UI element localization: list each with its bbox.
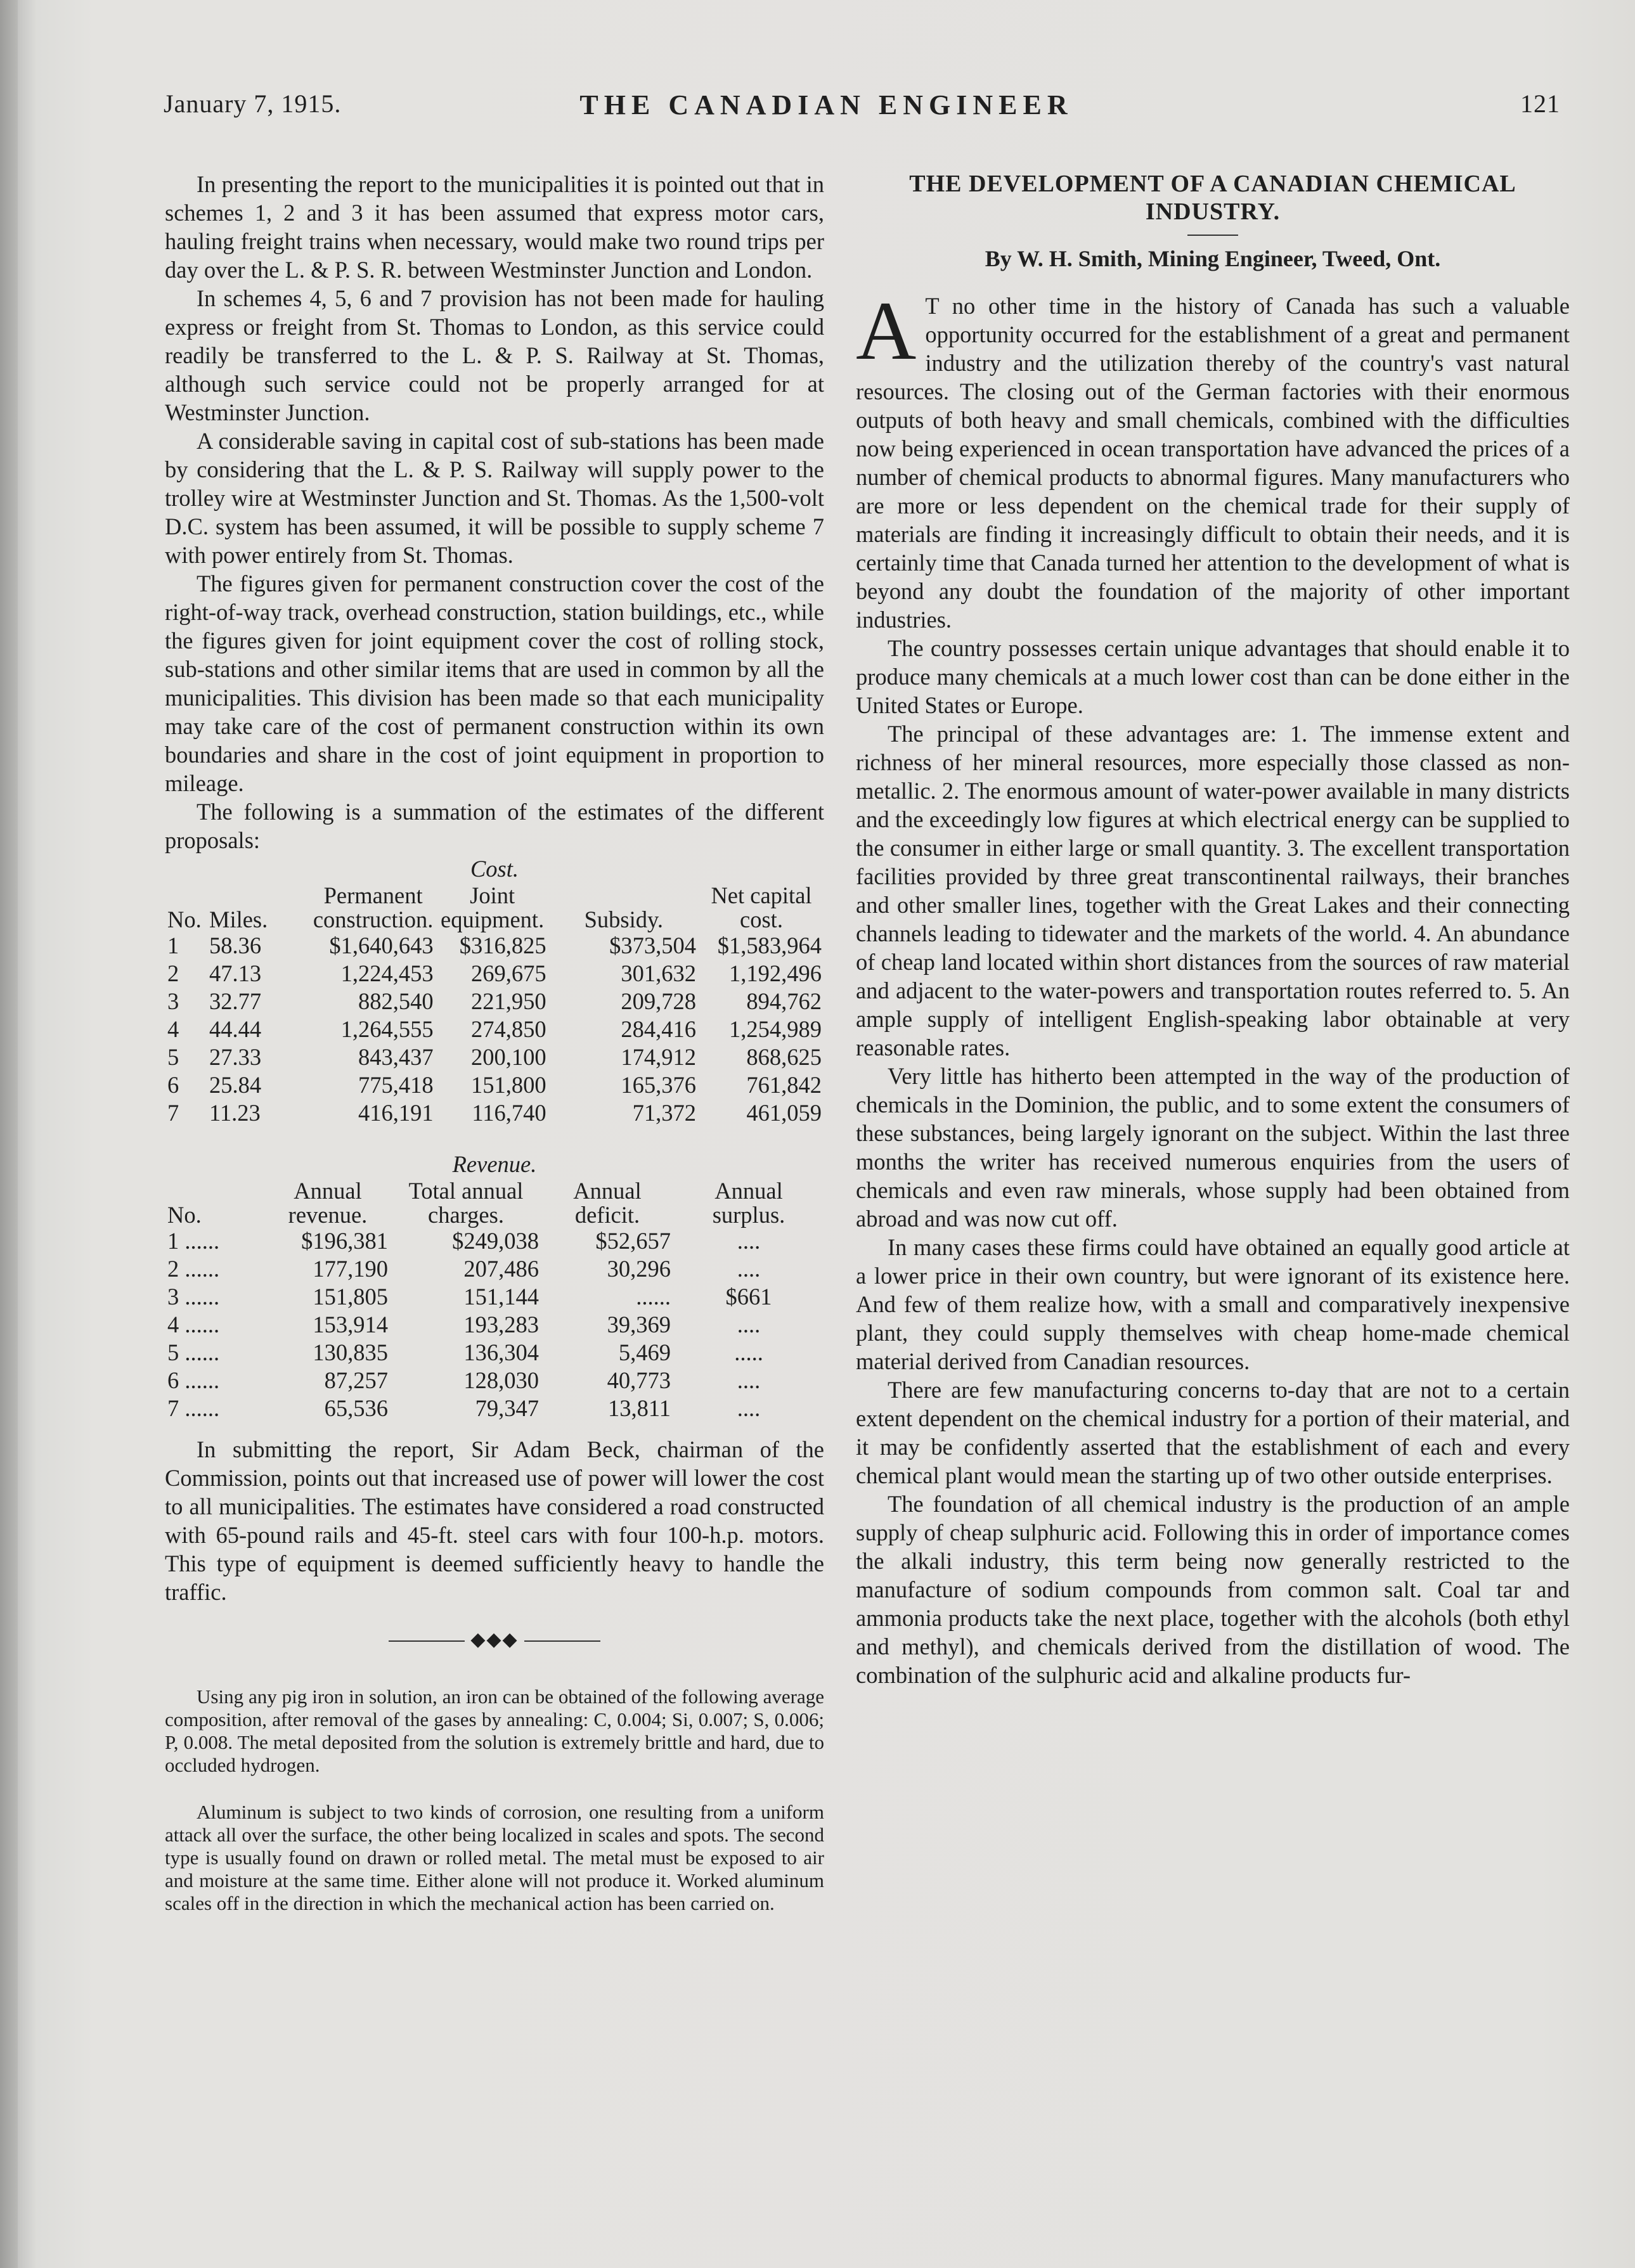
paragraph-text: T no other time in the history of Canada has such a valuable opportunity occurred for the establishment of a great and permanent industry and the utilization thereby of the country's vast natural resources. The closing out of the German factories with their enormous outputs of both heavy and small chemicals, combined with the difficulties now being experienced in ocean transportation have advanced the prices of a number of chemical products to abnormal figures. Many manufacturers who are more or less dependent on the chemical trade for their supply of materials are finding it increasingly difficult to obtain their needs, and it is certainly time that Canada turned her attention to the development of what is beyond any doubt the foundation of the majority of other important industries. (856, 293, 1570, 633)
table-row (165, 1099, 824, 1127)
table-row (165, 932, 824, 960)
table-cell: $1,583,964 (717, 932, 822, 958)
note-paragraph: Using any pig iron in solution, an iron can be obtained of the following average composition, after removal of the gases by annealing: C, 0.004; Si, 0.007; S, 0.006; P, 0.008. The metal deposited from the solution is extremely brittle and hard, due to occluded hydrogen. (165, 1685, 824, 1776)
table-cell: 416,191 (358, 1100, 434, 1126)
table-cell: 136,304 (463, 1339, 539, 1365)
table-cell: ...... (636, 1284, 671, 1310)
table-row (165, 1339, 824, 1367)
table-cell: 882,540 (358, 988, 434, 1014)
cost-table-caption: Cost. (470, 856, 519, 882)
table-cell: 284,416 (621, 1016, 696, 1042)
right-column (856, 170, 1570, 1689)
table-cell: 151,800 (470, 1072, 546, 1098)
table-cell: .... (737, 1228, 761, 1254)
drop-cap: A (856, 284, 917, 377)
table-cell: $1,640,643 (329, 932, 434, 958)
note-paragraph: Aluminum is subject to two kinds of corrosion, one resulting from a uniform attack all over the surface, the other being localized in scales and spots. The second type is usually found on drawn or rolled metal. The metal must be exposed to air and moisture at the same time. Either alone will not produce it. Worked aluminum scales off in the direction in which the mechanical action has been carried on. (165, 1801, 824, 1914)
table-cell: .... (737, 1367, 761, 1393)
column-header: Joint equipment. (441, 882, 545, 932)
paragraph: In many cases these firms could have obtained an equally good article at a lower price in their own country, but were ignorant of its existence here. And few of them realize how, with a small and comparatively inexpensive plant, they could supply themselves with cheap home-made chemical material derived from Canadian resources. (856, 1234, 1570, 1374)
table-row (165, 1311, 824, 1339)
table-cell: 207,486 (463, 1256, 539, 1282)
article-byline: By W. H. Smith, Mining Engineer, Tweed, Ont. (985, 246, 1441, 271)
table-cell: 40,773 (607, 1367, 671, 1393)
title-rule (1187, 235, 1238, 236)
table-header-row (165, 1179, 824, 1227)
column-header: Annual deficit. (573, 1178, 642, 1228)
table-cell: 71,372 (632, 1100, 696, 1126)
table-row (165, 1367, 824, 1395)
journal-page (18, 0, 1635, 2268)
table-cell: 2 (167, 960, 179, 986)
table-cell: 461,059 (746, 1100, 822, 1126)
column-header: Total annual charges. (408, 1178, 524, 1228)
table-row (165, 1395, 824, 1422)
paragraph: In presenting the report to the municipalities it is pointed out that in schemes 1, 2 and 3 it has been assumed that express motor cars, hauling freight trains when necessary, would make two round trips per day over the L. & P. S. R. between Westminster Junction and London. (165, 171, 824, 283)
paragraph: The principal of these advantages are: 1. The immense extent and richness of her mineral resources, more especially those classed as non-metallic. 2. The enormous amount of water-power available in many districts and the exceedingly low figures at which electrical energy can be supplied to the consumer in either large or small quantity. 3. The excellent transportation facilities provided by three great transcontinental railways, their branches and other smaller lines, together with the Great Lakes and their connecting channels leading to tidewater and the markets of the world. 4. An abundance of cheap land located within short distances from the sources of raw material and adjacent to the water-powers and transportation routes referred to. 5. An ample supply of intelligent English-speaking labor obtainable at very reasonable rates. (856, 721, 1570, 1060)
table-cell: 116,740 (472, 1100, 546, 1126)
table-cell: 65,536 (324, 1395, 388, 1421)
table-row (165, 960, 824, 988)
table-cell: 79,347 (475, 1395, 539, 1421)
table-cell: $316,825 (459, 932, 546, 958)
table-cell: $373,504 (609, 932, 696, 958)
table-row (165, 1227, 824, 1255)
table-cell: 269,675 (470, 960, 546, 986)
page-binding-edge (0, 0, 18, 2268)
table-header-row (165, 884, 824, 932)
first-paragraph (856, 284, 1570, 634)
table-cell: 5,469 (618, 1339, 671, 1365)
table-cell: 44.44 (209, 1016, 262, 1042)
table-cell: 1,254,989 (729, 1016, 822, 1042)
table-row (165, 1015, 824, 1043)
table-cell: 177,190 (313, 1256, 388, 1282)
table-row (165, 1255, 824, 1283)
column-header: No. (167, 1202, 202, 1228)
table-cell: 761,842 (746, 1072, 822, 1098)
table-cell: 1,224,453 (340, 960, 434, 986)
paragraph: There are few manufacturing concerns to-day that are not to a certain extent dependent on the chemical industry for a portion of their material, and it may be confidently asserted that the establishment of each and every chemical plant would mean the starting up of two other outside enterprises. (856, 1377, 1570, 1488)
table-cell: 1,192,496 (729, 960, 822, 986)
table-cell: 32.77 (209, 988, 262, 1014)
table-cell: 13,811 (607, 1395, 671, 1421)
paragraph: The following is a summation of the estimates of the different proposals: (165, 799, 824, 853)
table-cell: 894,762 (746, 988, 822, 1014)
table-cell: 6 (167, 1072, 179, 1098)
table-cell: 775,418 (358, 1072, 434, 1098)
table-cell: 1 ...... (167, 1228, 220, 1254)
table-cell: 174,912 (621, 1044, 696, 1070)
column-header: No. (167, 906, 202, 932)
revenue-table-caption: Revenue. (452, 1151, 537, 1177)
table-cell: 11.23 (209, 1100, 261, 1126)
table-cell: 193,283 (463, 1311, 539, 1337)
table-cell: 301,632 (621, 960, 696, 986)
table-cell: 4 (167, 1016, 179, 1042)
table-cell: 2 ...... (167, 1256, 220, 1282)
table-cell: $52,657 (595, 1228, 671, 1254)
table-row (165, 1283, 824, 1311)
header-date: January 7, 1915. (164, 89, 342, 118)
table-cell: .... (737, 1395, 761, 1421)
paragraph: The country possesses certain unique advantages that should enable it to produce many chemicals at a much lower cost than can be done either in the United States or Europe. (856, 635, 1570, 718)
table-cell: 87,257 (324, 1367, 388, 1393)
column-header: Annual revenue. (288, 1178, 368, 1228)
paragraph: A considerable saving in capital cost of sub-stations has been made by considering that the L. & P. S. Railway will supply power to the trolley wire at Westminster Junction and St. Thomas. As the 1,500-volt D.C. system has been assumed, it will be possible to supply scheme 7 with power entirely from St. Thomas. (165, 428, 824, 568)
column-header: Annual surplus. (712, 1178, 785, 1228)
table-row (165, 1071, 824, 1099)
table-cell: 58.36 (209, 932, 262, 958)
table-cell: 5 ...... (167, 1339, 220, 1365)
table-cell: 151,805 (313, 1284, 388, 1310)
table-cell: $196,381 (301, 1228, 388, 1254)
table-cell: 274,850 (470, 1016, 546, 1042)
table-row (165, 1043, 824, 1071)
column-header: Net capital cost. (711, 882, 812, 932)
table-cell: 30,296 (607, 1256, 671, 1282)
page-number: 121 (1520, 89, 1560, 118)
column-header: Permanent construction. (313, 882, 434, 932)
table-cell: 39,369 (607, 1311, 671, 1337)
table-cell: 209,728 (621, 988, 696, 1014)
table-cell: 25.84 (209, 1072, 262, 1098)
table-cell: .... (737, 1256, 761, 1282)
table-cell: 7 ...... (167, 1395, 220, 1421)
article-title: THE DEVELOPMENT OF A CANADIAN CHEMICAL INDUSTRY. (909, 171, 1516, 225)
paragraph: In submitting the report, Sir Adam Beck, chairman of the Commission, points out that increased use of power will lower the cost to all municipalities. The estimates have considered a road constructed with 65-pound rails and 45-ft. steel cars with four 100-h.p. motors. This type of equipment is deemed sufficiently heavy to handle the traffic. (165, 1436, 824, 1605)
journal-title: THE CANADIAN ENGINEER (579, 89, 1073, 120)
table-cell: $661 (725, 1284, 772, 1310)
table-cell: 1 (167, 932, 179, 958)
table-cell: 5 (167, 1044, 179, 1070)
table-cell: 1,264,555 (340, 1016, 434, 1042)
left-column (165, 170, 824, 1915)
table-cell: 868,625 (746, 1044, 822, 1070)
paragraph: The foundation of all chemical industry is the production of an ample supply of cheap sulphuric acid. Following this in order of importance comes the alkali industry, this term being now generally restricted to the manufacture of sodium compounds from common salt. Coal tar and ammonia products take the next place, together with the alcohols (both ethyl and methyl), and chemicals derived from the distillation of wood. The combination of the sulphuric acid and alkaline products fur- (856, 1491, 1570, 1688)
table-cell: ..... (734, 1339, 763, 1365)
revenue-table (165, 1179, 824, 1422)
table-cell: 151,144 (463, 1284, 539, 1310)
table-cell: 843,437 (358, 1044, 434, 1070)
table-cell: 130,835 (313, 1339, 388, 1365)
table-cell: 165,376 (621, 1072, 696, 1098)
cost-table (165, 884, 824, 1127)
section-ornament: ◆◆◆ (165, 1625, 824, 1654)
table-cell: 3 ...... (167, 1284, 220, 1310)
table-cell: 221,950 (470, 988, 546, 1014)
table-cell: .... (737, 1311, 761, 1337)
table-cell: 27.33 (209, 1044, 262, 1070)
table-cell: 7 (167, 1100, 179, 1126)
table-cell: 47.13 (209, 960, 262, 986)
paragraph: The figures given for permanent construction cover the cost of the right-of-way track, overhead construction, station buildings, etc., while the figures given for joint equipment cover the cost of rolling stock, sub-stations and other similar items that are used in common by all the municipalities. This division has been made so that each municipality may take care of the cost of permanent construction within its own boundaries and share in the cost of joint equipment in proportion to mileage. (165, 570, 824, 796)
table-cell: 4 ...... (167, 1311, 220, 1337)
table-cell: 3 (167, 988, 179, 1014)
table-cell: 6 ...... (167, 1367, 220, 1393)
column-header: Miles. (209, 906, 268, 932)
table-cell: 153,914 (313, 1311, 388, 1337)
table-cell: $249,038 (452, 1228, 539, 1254)
table-cell: 128,030 (463, 1367, 539, 1393)
table-cell: 200,100 (470, 1044, 546, 1070)
column-header: Subsidy. (584, 906, 663, 932)
table-row (165, 988, 824, 1015)
paragraph: Very little has hitherto been attempted in the way of the production of chemicals in the Dominion, the public, and to some extent the consumers of these substances, being largely ignorant on the subject. Within the last three months the writer has received numerous enquiries from the users of chemicals and even raw minerals, whose supply had been obtained from abroad and was now cut off. (856, 1063, 1570, 1232)
paragraph: In schemes 4, 5, 6 and 7 provision has not been made for hauling express or freight from St. Thomas to London, as this service could readily be transferred to the L. & P. S. Railway at St. Thomas, although such service could not be properly arranged for at Westminster Junction. (165, 285, 824, 425)
